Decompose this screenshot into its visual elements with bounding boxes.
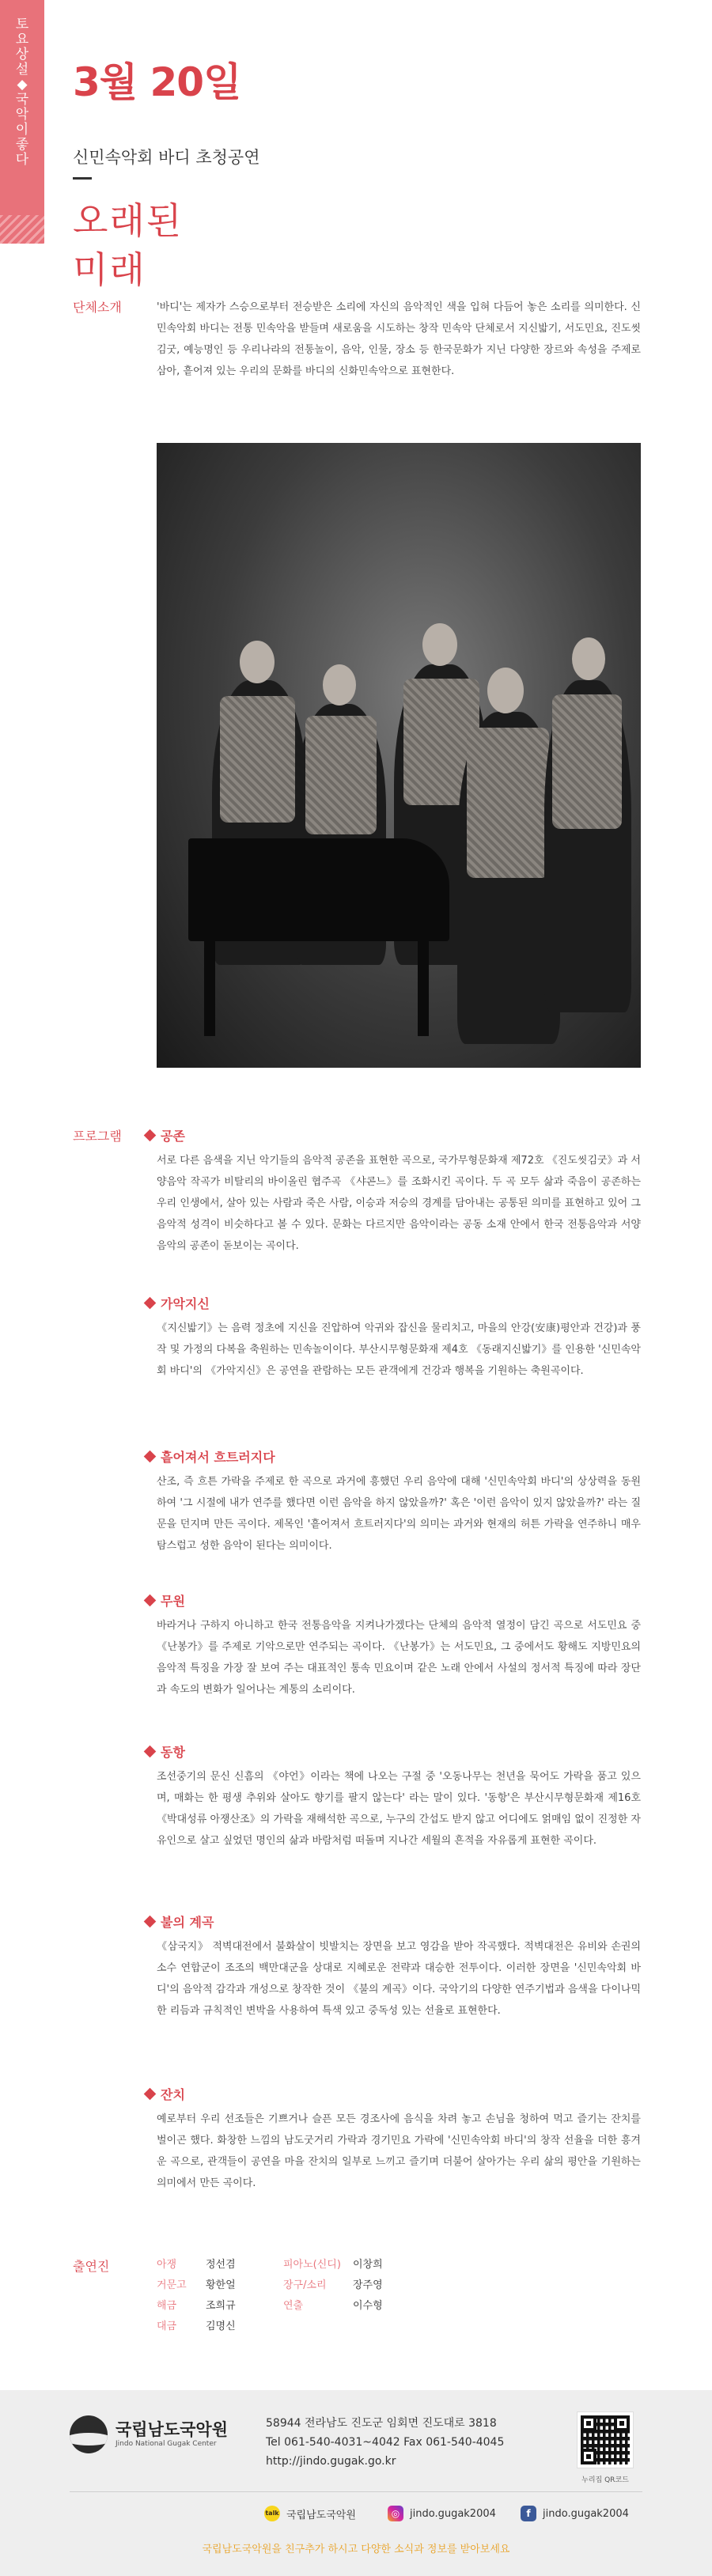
program-description: 서로 다른 음색을 지닌 악기들의 음악적 공존을 표현한 곡으로, 국가무형문화재 제72호 《진도씻김굿》과 서양음악 작곡가 비탈리의 바이올린 협주곡 《샤콘느》를 조화시킨 곡이다. 두 곡 모두 삶과 죽음이 공존하는 우리 인생에서, 살아 있는 사람과 죽은 사람, 이승과 저승의 경계를 담아내는 공통된 의미를 표현하고 있어 그 음악적 성격이 비슷하다고 볼 수 있다. 문화는 다르지만 음악이라는 공동 소재 안에서 한국 전통음악과 서양음악의 공존이 돋보이는 곡이다. — [157, 1155, 641, 1252]
cast-role: 피아노(신디) — [283, 2259, 341, 2271]
cast-member — [157, 2275, 236, 2296]
cast-role: 아쟁 — [157, 2259, 177, 2271]
side-tab-text: 토요상설 ◆ 국악이 좋다 — [15, 17, 29, 168]
program-item — [144, 2085, 641, 2194]
program-item — [144, 1126, 641, 1257]
cast-member — [283, 2296, 383, 2317]
program-title: 동항 — [161, 1744, 185, 1760]
website-link[interactable]: http://jindo.gugak.go.kr — [266, 2455, 396, 2468]
cast-member — [283, 2255, 383, 2275]
cast-name: 황한얼 — [206, 2279, 236, 2291]
facebook-icon: f — [521, 2506, 536, 2521]
diamond-icon — [144, 1915, 157, 1927]
diamond-icon — [144, 2087, 157, 2100]
program-item — [144, 1447, 641, 1557]
program-description: 바라거나 구하지 아니하고 한국 전통음악을 지켜나가겠다는 단체의 음악적 열정이 담긴 곡으로 서도민요 중 《난봉가》를 주제로 기악으로만 연주되는 곡이다. 《난봉가》는 서도민요, 그 중에서도 황해도 지방민요의 음악적 특징을 가장 잘 보여 주는 대표적인 통속 민요이며 같은 노래 안에서 사설의 정서적 특징에 따라 장단과 속도의 변화가 일어나는 계통의 소리이다. — [157, 1620, 641, 1696]
program-item — [144, 1591, 641, 1700]
diamond-icon — [144, 1745, 157, 1757]
program-description: 《삼국지》 적벽대전에서 불화살이 빗발치는 장면을 보고 영감을 받아 작곡했다. 적벽대전은 유비와 손권의 소수 연합군이 조조의 백만대군을 상대로 지혜로운 전략과 대승한 전투이다. 이러한 장면을 '신민속악회 바디'의 음악적 감각과 개성으로 창작한 것이 《불의 계곡》이다. 국악기의 다양한 연주기법과 음색을 다이나믹한 리듬과 규칙적인 변박을 사용하여 특색 있고 중독성 있는 선율로 표현한다. — [157, 1941, 641, 2017]
program-description: 예로부터 우리 선조들은 기쁘거나 슬픈 모든 경조사에 음식을 차려 놓고 손님을 청하여 먹고 즐기는 잔치를 벌이곤 했다. 화창한 느낌의 남도굿거리 가락과 경기민요 가락에 '신민속악회 바디'의 창작 선율을 더한 흥겨운 곡으로, 관객들이 공연을 마을 잔치의 일부로 느끼고 즐기며 더불어 살아가는 우리 삶의 평안을 기원하는 의미에서 만든 곡이다. — [157, 2113, 641, 2189]
cast-name: 정선겸 — [206, 2259, 236, 2271]
cast-name: 이창희 — [353, 2259, 383, 2271]
org-name: 국립남도국악원 — [116, 2420, 229, 2439]
performance-date: 3월 20일 — [73, 59, 241, 105]
qr-code-icon — [578, 2412, 633, 2468]
org-subname: Jindo National Gugak Center — [116, 2440, 217, 2448]
intro-label: 단체소개 — [73, 300, 122, 315]
cast-role: 장구/소리 — [283, 2279, 327, 2291]
org-logo-icon — [70, 2415, 108, 2453]
address: 58944 전라남도 진도군 임회면 진도대로 3818 — [266, 2417, 497, 2430]
program-description: 조선중기의 문신 신흠의 《야언》이라는 책에 나오는 구절 중 '오동나무는 천년을 묵어도 가락을 품고 있으며, 매화는 한 평생 추위와 살아도 향기를 팔지 않는다' 라는 말이 있다. '동항'은 부산시무형문화재 제16호 《박대성류 아쟁산조》의 가락을 재해석한 곡으로, 누구의 간섭도 받지 않고 어디에도 얽매임 없이 진정한 자유인으로 살고 싶었던 명인의 삶과 바람처럼 떠돌며 지나간 세월의 흔적을 자유롭게 표현한 곡이다. — [157, 1771, 641, 1847]
sns-facebook[interactable] — [521, 2506, 629, 2521]
program-item — [144, 1294, 641, 1382]
phone-fax: Tel 061-540-4031~4042 Fax 061-540-4045 — [266, 2436, 505, 2449]
sns-kakao[interactable] — [264, 2506, 356, 2521]
cast-member — [157, 2255, 236, 2275]
intro-text: '바디'는 제자가 스승으로부터 전승받은 소리에 자신의 음악적인 색을 입혀 다듬어 놓은 소리를 의미한다. 신민속악회 바디는 전통 민속악을 받들며 새로움을 시도하는 창작 민속악 단체로서 지신밟기, 서도민요, 진도씻김굿, 예능명인 등 우리나라의 전통놀이, 음악, 인물, 장소 등 한국문화가 지닌 다양한 장르와 속성을 주제로 삼아, 흩어져 있는 우리의 문화를 바디의 신화민속악으로 표현한다. — [157, 301, 641, 377]
program-title: 흩어져서 흐트러지다 — [161, 1449, 275, 1465]
cast-member — [157, 2317, 236, 2337]
side-tab — [0, 0, 44, 244]
cast-name: 김명신 — [206, 2321, 236, 2332]
program-label: 프로그램 — [73, 1129, 122, 1144]
footer-divider — [70, 2491, 642, 2492]
title-line-1: 오래된 — [73, 199, 184, 242]
program-description: 산조, 즉 흐튼 가락을 주제로 한 곡으로 과거에 흥했던 우리 음악에 대해 '신민속악회 바디'의 상상력을 동원하여 '그 시절에 내가 연주를 했다면 이런 음악을 하지 않았을까?' 혹은 '이런 음악이 있지 않았을까?' 라는 질문을 던지며 만든 곡이다. 제목인 '흩어져서 흐트러지다'의 의미는 과거와 현재의 허튼 가락을 연주하니 매우 탐스럽고 성한 음악이 된다는 의미이다. — [157, 1476, 641, 1552]
program-item — [144, 1912, 641, 2022]
cast-column — [283, 2255, 383, 2317]
program-title: 가악지신 — [161, 1296, 210, 1311]
sns-instagram[interactable] — [388, 2506, 496, 2521]
piano-shape — [188, 838, 449, 941]
cast-member — [157, 2296, 236, 2317]
cast-name: 조희규 — [206, 2300, 236, 2312]
cast-member — [283, 2275, 383, 2296]
sns-label: jindo.gugak2004 — [410, 2507, 496, 2520]
program-description: 《지신밟기》는 음력 정초에 지신을 진압하여 악귀와 잡신을 물리치고, 마을의 안강(安康)평안과 건강)과 풍작 및 가정의 다복을 축원하는 민속놀이이다. 부산시무형문화재 제4호 《동래지신밟기》를 인용한 '신민속악회 바디'의 《가악지신》은 공연을 관람하는 모든 관객에게 건강과 행복을 기원하는 축원곡이다. — [157, 1322, 641, 1377]
qr-caption: 누리집 QR코드 — [581, 2476, 629, 2484]
cast-role: 대금 — [157, 2321, 177, 2332]
program-title: 공존 — [161, 1128, 185, 1144]
sns-label: jindo.gugak2004 — [543, 2507, 629, 2520]
performance-title — [73, 196, 183, 294]
cast-role: 거문고 — [157, 2279, 187, 2291]
cast-role: 연출 — [283, 2300, 304, 2312]
diamond-icon — [144, 1129, 157, 1141]
cast-name: 장주영 — [353, 2279, 383, 2291]
diamond-icon — [144, 1450, 157, 1462]
program-title: 불의 계곡 — [161, 1914, 214, 1930]
cast-role: 해금 — [157, 2300, 177, 2312]
cast-label: 출연진 — [73, 2259, 110, 2274]
title-line-2: 미래 — [73, 248, 146, 291]
group-photo — [157, 443, 641, 1068]
side-tab-pattern — [0, 215, 44, 244]
footer-note: 국립남도국악원을 친구추가 하시고 다양한 소식과 정보를 받아보세요 — [202, 2544, 510, 2555]
diamond-icon — [144, 1594, 157, 1606]
contact-info — [266, 2414, 504, 2471]
program-title: 잔치 — [161, 2086, 185, 2102]
sns-label: 국립남도국악원 — [286, 2509, 356, 2521]
program-item — [144, 1742, 641, 1852]
kakao-icon: talk — [264, 2506, 280, 2521]
program-title: 무원 — [161, 1593, 185, 1609]
diamond-icon — [144, 1296, 157, 1309]
cast-column — [157, 2255, 236, 2337]
footer — [0, 2390, 712, 2576]
performance-subtitle: 신민속악회 바디 초청공연 — [73, 148, 260, 167]
cast-name: 이수형 — [353, 2300, 383, 2312]
instagram-icon: ◎ — [388, 2506, 403, 2521]
title-divider — [73, 177, 92, 180]
